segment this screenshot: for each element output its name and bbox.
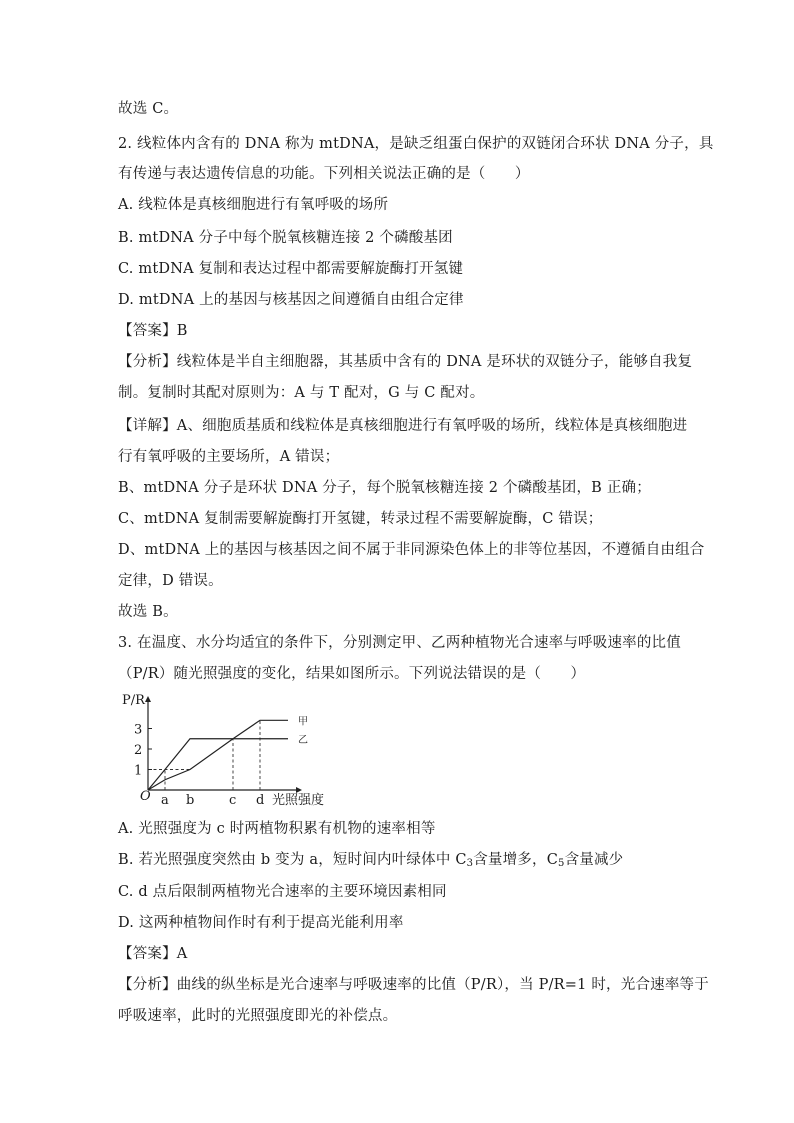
y-axis-arrow: [145, 696, 151, 702]
option-c: C. mtDNA 复制和表达过程中都需要解旋酶打开氢键: [118, 261, 464, 277]
q3-analysis: 【分析】曲线的纵坐标是光合速率与呼吸速率的比值（P/R），当 P/R=1 时，光合速率等于: [118, 977, 709, 993]
q3-option-b-part3: 含量减少: [564, 852, 624, 868]
question-3-stem: 3. 在温度、水分均适宜的条件下，分别测定甲、乙两种植物光合速率与呼吸速率的比值: [118, 635, 681, 651]
y-tick-label: 2: [134, 743, 143, 758]
question-2-stem: 2. 线粒体内含有的 DNA 称为 mtDNA，是缺乏组蛋白保护的双链闭合环状 DNA 分子，具: [118, 136, 714, 152]
series-label: 甲: [298, 716, 308, 728]
series-line-yi: [148, 739, 288, 790]
origin-label: O: [140, 789, 151, 804]
series-group: [148, 715, 308, 790]
detail-c: C、mtDNA 复制需要解旋酶打开氢键，转录过程不需要解旋酶，C 错误；: [118, 511, 603, 527]
text-line: 故选 C。: [118, 101, 179, 117]
c3-subscript: 3: [466, 858, 474, 869]
detail-d-cont: 定律，D 错误。: [118, 573, 223, 589]
detail-cont: 行有氧呼吸的主要场所，A 错误；: [118, 449, 340, 465]
option-a: A. 线粒体是真核细胞进行有氧呼吸的场所: [118, 197, 389, 213]
question-2-stem-cont: 有传递与表达遗传信息的功能。下列相关说法正确的是（ ）: [118, 166, 530, 182]
q3-analysis-cont: 呼吸速率，此时的光照强度即光的补偿点。: [118, 1008, 398, 1024]
detail: 【详解】A、细胞质基质和线粒体是真核细胞进行有氧呼吸的场所，线粒体是真核细胞进: [118, 418, 688, 434]
analysis: 【分析】线粒体是半自主细胞器，其基质中含有的 DNA 是环状的双链分子，能够自我复: [118, 354, 693, 370]
option-d: D. mtDNA 上的基因与核基因之间遵循自由组合定律: [118, 292, 464, 308]
tick-group: [134, 723, 264, 809]
x-tick-label: d: [256, 793, 265, 808]
x-axis-label: 光照强度: [272, 793, 325, 808]
detail-d: D、mtDNA 上的基因与核基因之间不属于非同源染色体上的非等位基因，不遵循自由组合: [118, 542, 705, 558]
q3-option-c: C. d 点后限制两植物光合速率的主要环境因素相同: [118, 884, 447, 900]
series-line-jia: [148, 720, 288, 790]
q3-option-b: [118, 850, 623, 870]
y-tick-label: 1: [134, 763, 143, 779]
detail-b: B、mtDNA 分子是环状 DNA 分子，每个脱氧核糖连接 2 个磷酸基团，B 正确；: [118, 480, 651, 496]
q3-option-a: A. 光照强度为 c 时两植物积累有机物的速率相等: [118, 821, 436, 837]
x-tick-label: c: [229, 793, 237, 808]
q3-option-d: D. 这两种植物间作时有利于提高光能利用率: [118, 915, 404, 931]
question-3-stem-cont: （P/R）随光照强度的变化，结果如图所示。下列说法错误的是（ ）: [118, 666, 586, 682]
conclusion: 故选 B。: [118, 604, 178, 620]
x-tick-label: a: [161, 793, 169, 808]
y-axis-label: P/R: [122, 693, 145, 708]
q3-answer: 【答案】A: [118, 946, 188, 962]
x-tick-label: b: [186, 793, 195, 808]
analysis-cont: 制。复制时其配对原则为：A 与 T 配对，G 与 C 配对。: [118, 385, 485, 401]
series-label: 乙: [298, 734, 308, 746]
pr-light-intensity-chart: [118, 690, 348, 808]
y-tick-label: 3: [134, 722, 143, 738]
q3-option-b-part2: 含量增多，C: [473, 852, 558, 868]
q3-option-b-part1: B. 若光照强度突然由 b 变为 a，短时间内叶绿体中 C: [118, 852, 467, 868]
answer: 【答案】B: [118, 323, 188, 339]
c5-subscript: 5: [558, 858, 565, 869]
option-b: B. mtDNA 分子中每个脱氧核糖连接 2 个磷酸基团: [118, 230, 453, 246]
